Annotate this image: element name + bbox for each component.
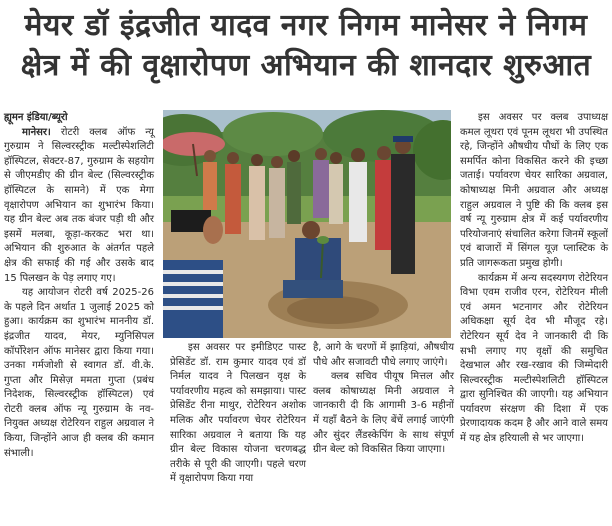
photo-sapling-leaves (317, 236, 329, 244)
byline-paragraph (4, 111, 154, 126)
photo-person-fg-stripes (163, 282, 223, 286)
photo-person (313, 160, 329, 218)
article-paragraph: इस अवसर पर क्लब उपाध्यक्ष कमल लूथरा एवं पूनम लूथरा भी उपस्थित रहे, जिन्होंने औषधीय पौधों के लिए एक समर्पित कोना विकसित करने की इच्छा जताई। पर्यावरण चेयर सारिका अग्रवाल, कोषाध्यक्ष मिनी अग्रवाल और अध्यक्ष राहुल अग्रवाल ने पुष्टि की कि क्लब इस वर्ष न्यू गुरुग्राम क्षेत्र में कई पर्यावरणीय परियोजनाएं संचालित करेगा जिनमें स्कूलों एवं बाजारों में सिंगल यूज़ प्लास्टिक के प्रति जागरूकता प्रमुख होगी। (460, 112, 608, 269)
photo-person (349, 162, 367, 242)
byline: ह्यूमन इंडिया/ब्यूरो (4, 112, 68, 123)
photo-person (249, 166, 265, 240)
article-paragraph: है, आगे के चरणों में झाड़ियां, औषधीय पौधे और सजावटी पौधे लगाए जाएंगे। (313, 342, 454, 368)
article-column-2a (170, 341, 306, 487)
photo-person (287, 162, 301, 224)
article-paragraph: इस अवसर पर इमीडिएट पास्ट प्रेसिडेंट डॉ. राम कुमार यादव एवं डॉ निर्मल यादव ने पिलखन वृक्ष के पर्यावरणीय महत्व को समझाया। पास्ट प्रेसिडेंट रीना माथुर, रोटेरियन अशोक मलिक और पर्यावरण चेयर रोटेरियन सारिका अग्रवाल ने बताया कि यह ग्रीन बेल्ट विकास योजना चरणबद्ध तरीके से पूरी की जाएगी। पहले चरण में वृक्षारोपण किया गया (170, 342, 306, 485)
photo-person-fg-stripes (163, 306, 223, 310)
dateline: मानेसर। (22, 126, 51, 138)
photo-person-head (271, 156, 283, 168)
photo-person (375, 160, 393, 250)
article-column-2b (313, 341, 454, 458)
photo-person (391, 154, 415, 274)
photo-person-head (315, 148, 327, 160)
photo-person-head (251, 154, 263, 166)
photo-person (269, 168, 285, 238)
photo-person-fg-stripes (163, 270, 223, 274)
headline-line-1: मेयर डॉ इंद्रजीत यादव नगर निगम मानेसर ने निगम (24, 8, 588, 43)
photo-person-head (330, 152, 342, 164)
photo-person-cap (393, 136, 413, 142)
article-column-3 (460, 111, 608, 447)
photo-person-head (288, 150, 300, 162)
headline-line-2: क्षेत्र में की वृक्षारोपण अभियान की शानदार शुरुआत (20, 48, 592, 83)
photo-tree (223, 112, 323, 156)
article-paragraph: क्लब सचिव पीयूष मित्तल और क्लब कोषाध्यक्ष मिनी अग्रवाल ने जानकारी दी कि आगामी 3-6 महीनों में यहाँ बैठने के लिए बेंचें लगाई जाएंगी और सुंदर लैंडस्केपिंग के साथ संपूर्ण ग्रीन बेल्ट को विकसित किया जाएगा। (313, 371, 454, 456)
photo-person (329, 164, 343, 224)
photo-pit-inner (287, 296, 379, 324)
photo-person-head (204, 150, 216, 162)
photo-person-head (377, 146, 391, 160)
photo-person-head (302, 221, 320, 239)
tree-plantation-photo (163, 110, 451, 338)
article-paragraph: यह आयोजन रोटरी वर्ष 2025-26 के पहले दिन अर्थात 1 जुलाई 2025 को हुआ। कार्यक्रम का शुभारंभ माननीय डॉ. इंद्रजीत यादव, मेयर, म्युनिसिपल कॉर्पोरेशन ऑफ मानेसर द्वारा किया गया। उनका गर्मजोशी से स्वागत डॉ. वी.के. गुप्ता और मिसेज़ ममता गुप्ता (प्रबंध निदेशक, सिल्वरस्ट्रीक हॉस्पिटल) एवं रोटरी क्लब ऑफ न्यू गुरुग्राम के नव-नियुक्त अध्यक्ष रोटेरियन राहुल अग्रवाल ने किया, जिन्होंने आज ही क्लब की कमान संभाली। (4, 287, 154, 459)
photo-person-fg-stripes (163, 294, 223, 298)
article-text: रोटरी क्लब ऑफ न्यू गुरुग्राम ने सिल्वरस्ट्रीक मल्टीस्पेशलिटी हॉस्पिटल, सेक्टर-87, गुरुग्राम के सहयोग से जीएमडीए की ग्रीन बेल्ट (सिल्वरस्ट्रीक हॉस्पिटल के सामने) में एक मेगा वृक्षारोपण अभियान का शुभारंभ किया। यह ग्रीन बेल्ट अब तक बंजर पड़ी थी और इसमें मलबा, कूड़ा-करकट भरा था। अभियान की शुरुआत के अंतर्गत पहले क्षेत्र की सफाई की गई और उसके बाद 15 पिलखन के पेड़ लगाए गए। (4, 126, 154, 284)
photo-person-crouching (295, 238, 341, 282)
photo-person-head (351, 148, 365, 162)
photo-hand (203, 216, 223, 244)
photo-person-legs (283, 280, 343, 298)
article-paragraph (4, 126, 154, 287)
photo-person-head (227, 152, 239, 164)
photo-person (203, 162, 217, 210)
article-column-1 (4, 111, 154, 461)
photo-person (225, 164, 241, 234)
article-paragraph: कार्यक्रम में अन्य सदस्यगण रोटेरियन विभा एवम राजीव एरन, रोटेरियन मीली एवं अमन भटनागर और रोटेरियन अधिकक्षा सूर्य देव भी मौजूद रहे। रोटेरियन सूर्य देव ने जानकारी दी कि सभी लगाए गए वृक्षों की समुचित देखभाल और रख-रखाव की जिम्मेदारी सिल्वरस्ट्रीक मल्टीस्पेशलिटी हॉस्पिटल द्वारा सुनिश्चित की जाएगी। यह अभियान पर्यावरण संरक्षण की दिशा में एक प्रेरणादायक कदम है और आने वाले समय में यह क्षेत्र हरियाली से भर जाएगा। (460, 272, 608, 445)
